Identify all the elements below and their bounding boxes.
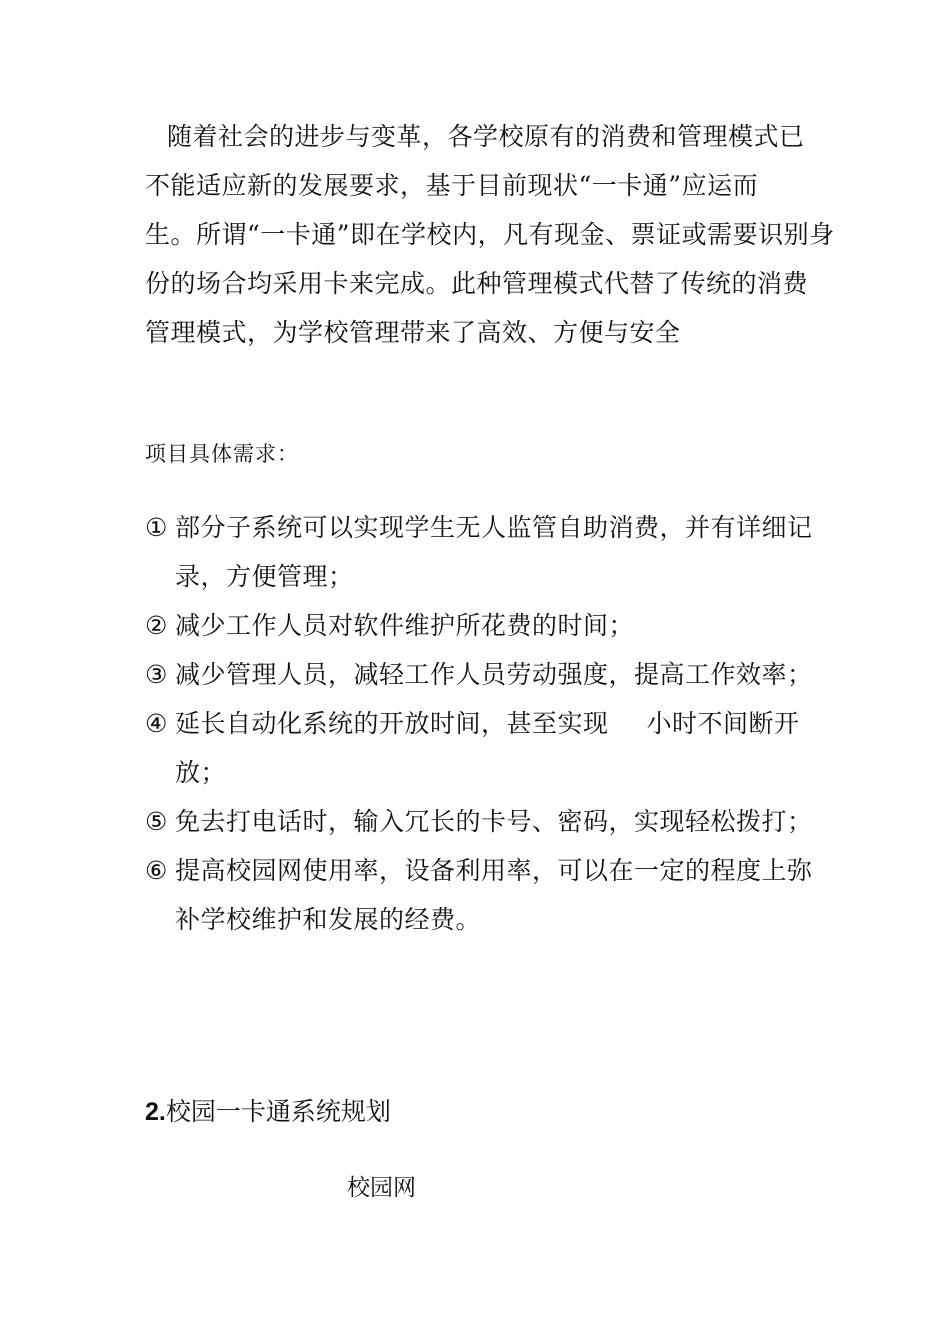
list-item-segment: 小时不间断开 <box>646 709 800 738</box>
list-marker: ③ <box>145 660 168 689</box>
list-item-line <box>175 699 815 748</box>
list-item-line: 减少工作人员对软件维护所花费的时间； <box>175 611 635 640</box>
list-marker: ④ <box>145 709 168 738</box>
list-item-line: 录，方便管理； <box>175 562 354 591</box>
intro-line-4: 份的场合均采用卡来完成。此种管理模式代替了传统的消费 <box>145 269 809 298</box>
list-marker: ② <box>145 611 168 640</box>
list-marker: ⑤ <box>145 807 168 836</box>
list-item-segment: 延长自动化系统的开放时间，甚至实现 <box>175 709 609 738</box>
section-number: 2. <box>145 1098 166 1126</box>
list-item-line: 部分子系统可以实现学生无人监管自助消费，并有详细记 <box>175 513 813 542</box>
list-item-line: 补学校维护和发展的经费。 <box>175 905 482 934</box>
list-item-line: 放； <box>175 758 227 787</box>
list-item <box>145 650 815 699</box>
list-marker: ① <box>145 513 168 542</box>
intro-line-2: 不能适应新的发展要求，基于目前现状“一卡通”应运而 <box>145 171 759 200</box>
list-item <box>145 503 815 601</box>
intro-line-3: 生。所谓“一卡通”即在学校内，凡有现金、票证或需要识别身 <box>145 220 835 249</box>
intro-line-1: 随着社会的进步与变革，各学校原有的消费和管理模式已 <box>167 122 805 151</box>
list-item <box>145 699 815 797</box>
list-item-line: 减少管理人员，减轻工作人员劳动强度，提高工作效率； <box>175 660 813 689</box>
requirements-heading: 项目具体需求： <box>145 442 299 466</box>
list-item-text <box>175 503 815 601</box>
list-item <box>145 601 815 650</box>
list-marker: ⑥ <box>145 856 168 885</box>
intro-paragraph <box>145 112 835 357</box>
list-item-text <box>175 797 815 846</box>
list-item <box>145 846 815 944</box>
section-heading <box>145 1092 391 1132</box>
list-item-line: 提高校园网使用率，设备利用率，可以在一定的程度上弥 <box>175 856 813 885</box>
list-item-text <box>175 846 815 944</box>
intro-line-5: 管理模式，为学校管理带来了高效、方便与安全 <box>145 318 681 347</box>
requirements-list <box>145 503 815 944</box>
list-item-line: 免去打电话时，输入冗长的卡号、密码，实现轻松拨打； <box>175 807 813 836</box>
list-item-text <box>175 650 815 699</box>
list-item <box>145 797 815 846</box>
section-title-text: 校园一卡通系统规划 <box>165 1097 391 1126</box>
campus-network-label: 校园网 <box>347 1175 416 1201</box>
list-item-text <box>175 601 815 650</box>
list-item-text <box>175 699 815 797</box>
